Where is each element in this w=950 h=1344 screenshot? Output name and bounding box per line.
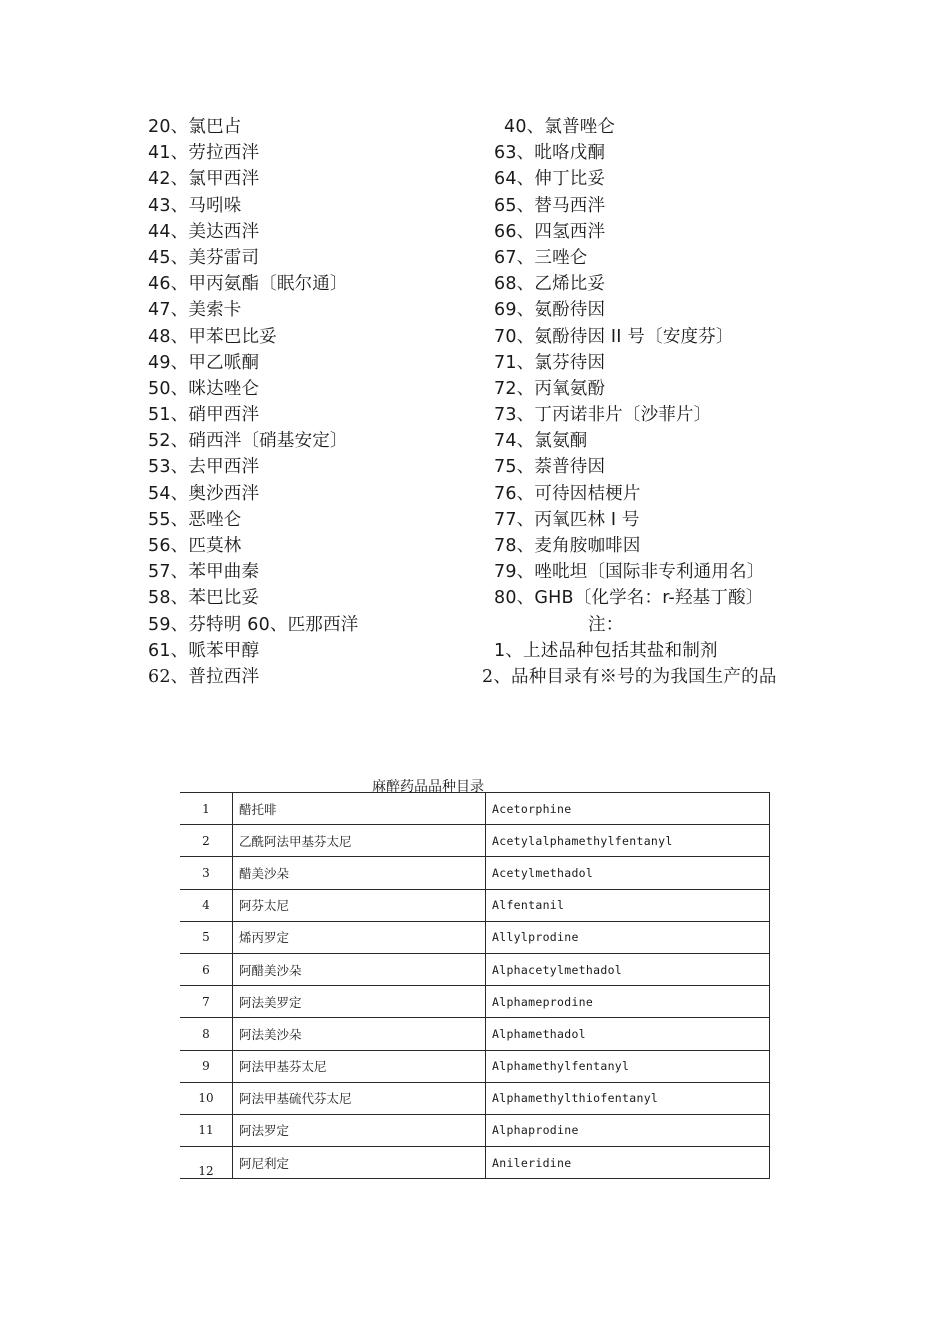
chinese-name-cell: 阿尼利定: [233, 1147, 486, 1179]
row-number-cell: 11: [180, 1114, 233, 1146]
row-number-cell: 12: [180, 1147, 233, 1179]
left-list-item: 55、恶唑仑: [148, 509, 242, 530]
left-list-item: 53、去甲西泮: [148, 457, 260, 478]
row-number-cell: 8: [180, 1018, 233, 1050]
table-row: [180, 953, 770, 985]
left-list-item: 59、芬特明 60、匹那西洋: [148, 614, 359, 635]
right-list-item: 70、氨酚待因 II 号〔安度芬〕: [494, 326, 734, 347]
left-list-item: 49、甲乙哌酮: [148, 352, 260, 373]
row-number-cell: 6: [180, 953, 233, 985]
english-name-cell: Acetorphine: [486, 793, 770, 825]
chinese-name-cell: 烯丙罗定: [233, 921, 486, 953]
chinese-name-cell: 乙酰阿法甲基芬太尼: [233, 825, 486, 857]
english-name-cell: Alphamethylfentanyl: [486, 1050, 770, 1082]
chinese-name-cell: 阿法甲基芬太尼: [233, 1050, 486, 1082]
right-list-item: 68、乙烯比妥: [494, 274, 606, 295]
left-list-item: 58、苯巴比妥: [148, 588, 260, 609]
chinese-name-cell: 阿法美沙朵: [233, 1018, 486, 1050]
english-name-cell: Acetylmethadol: [486, 857, 770, 889]
english-name-cell: Alphamethadol: [486, 1018, 770, 1050]
right-list-item: 注：: [588, 614, 624, 635]
right-list-item: 78、麦角胺咖啡因: [494, 536, 641, 556]
right-list-item: 71、氯芬待因: [494, 352, 606, 373]
left-list-item: 46、甲丙氨酯〔眠尔通〕: [148, 274, 348, 295]
narcotic-drug-table: [180, 792, 770, 1179]
right-list-item: 40、氯普唑仑: [504, 117, 616, 137]
table-row: [180, 825, 770, 857]
left-list-column: [148, 114, 478, 690]
table-row: [180, 889, 770, 921]
chinese-name-cell: 阿法甲基硫代芬太尼: [233, 1082, 486, 1114]
left-list-item: 44、美达西泮: [148, 221, 260, 242]
chinese-name-cell: 阿法美罗定: [233, 986, 486, 1018]
english-name-cell: Anileridine: [486, 1147, 770, 1179]
left-list-item: 56、匹莫林: [148, 536, 242, 556]
left-list-item: 54、奥沙西泮: [148, 483, 260, 504]
left-list-item: 43、马吲哚: [148, 195, 242, 216]
left-list-item: 51、硝甲西泮: [148, 405, 260, 426]
table-row: [180, 1018, 770, 1050]
right-list-item: 2、品种目录有※号的为我国生产的品: [482, 666, 777, 687]
left-list-item: 48、甲苯巴比妥: [148, 326, 277, 347]
left-list-item: 61、哌苯甲醇: [148, 640, 260, 661]
table-row: [180, 793, 770, 825]
english-name-cell: Alphameprodine: [486, 986, 770, 1018]
chinese-name-cell: 醋托啡: [233, 793, 486, 825]
left-list-item: 42、氯甲西泮: [148, 169, 260, 190]
left-list-item: 62、普拉西泮: [148, 666, 260, 687]
english-name-cell: Alphaprodine: [486, 1114, 770, 1146]
right-list-item: 69、氨酚待因: [494, 300, 606, 321]
right-list-item: 1、上述品种包括其盐和制剂: [494, 640, 718, 661]
right-list-item: 63、吡咯戊酮: [494, 143, 606, 164]
english-name-cell: Alphamethylthiofentanyl: [486, 1082, 770, 1114]
chinese-name-cell: 阿醋美沙朵: [233, 953, 486, 985]
table-row: [180, 1082, 770, 1114]
row-number-cell: 9: [180, 1050, 233, 1082]
right-list-column: [482, 114, 922, 690]
row-number-cell: 7: [180, 986, 233, 1018]
right-list-item: 67、三唑仑: [494, 247, 588, 268]
left-list-item: 52、硝西泮〔硝基安定〕: [148, 431, 348, 452]
table-title: 麻醉药品品种目录: [372, 779, 484, 795]
right-list-item: 66、四氢西泮: [494, 221, 606, 242]
row-number-cell: 5: [180, 921, 233, 953]
row-number-cell: 4: [180, 889, 233, 921]
row-number-cell: 2: [180, 825, 233, 857]
right-list-item: 79、唑吡坦〔国际非专利通用名〕: [494, 562, 765, 583]
english-name-cell: Alphacetylmethadol: [486, 953, 770, 985]
chinese-name-cell: 阿法罗定: [233, 1114, 486, 1146]
table-row: [180, 986, 770, 1018]
left-list-item: 50、咪达唑仑: [148, 378, 260, 399]
right-list-item: 77、丙氧匹林 I 号: [494, 509, 640, 530]
table-row: [180, 1114, 770, 1146]
row-number-cell: 3: [180, 857, 233, 889]
left-list-item: 45、美芬雷司: [148, 247, 260, 268]
table-row: [180, 1147, 770, 1179]
left-list-item: 57、苯甲曲秦: [148, 562, 260, 583]
english-name-cell: Acetylalphamethylfentanyl: [486, 825, 770, 857]
table-row: [180, 921, 770, 953]
chinese-name-cell: 阿芬太尼: [233, 889, 486, 921]
left-list-item: 47、美索卡: [148, 300, 242, 321]
english-name-cell: Allylprodine: [486, 921, 770, 953]
left-list-item: 20、氯巴占: [148, 117, 242, 137]
right-list-item: 75、萘普待因: [494, 457, 606, 478]
right-list-item: 76、可待因桔梗片: [494, 483, 641, 504]
row-number-cell: 1: [180, 793, 233, 825]
chinese-name-cell: 醋美沙朵: [233, 857, 486, 889]
right-list-item: 65、替马西泮: [494, 195, 606, 216]
table-row: [180, 1050, 770, 1082]
english-name-cell: Alfentanil: [486, 889, 770, 921]
table-row: [180, 857, 770, 889]
right-list-item: 74、氯氨酮: [494, 431, 588, 452]
right-list-item: 72、丙氧氨酚: [494, 378, 606, 399]
right-list-item: 73、丁丙诺非片〔沙菲片〕: [494, 405, 712, 426]
right-list-item: 80、GHB〔化学名：r-羟基丁酸〕: [494, 588, 764, 609]
row-number-cell: 10: [180, 1082, 233, 1114]
right-list-item: 64、伸丁比妥: [494, 169, 606, 190]
left-list-item: 41、劳拉西泮: [148, 143, 260, 164]
